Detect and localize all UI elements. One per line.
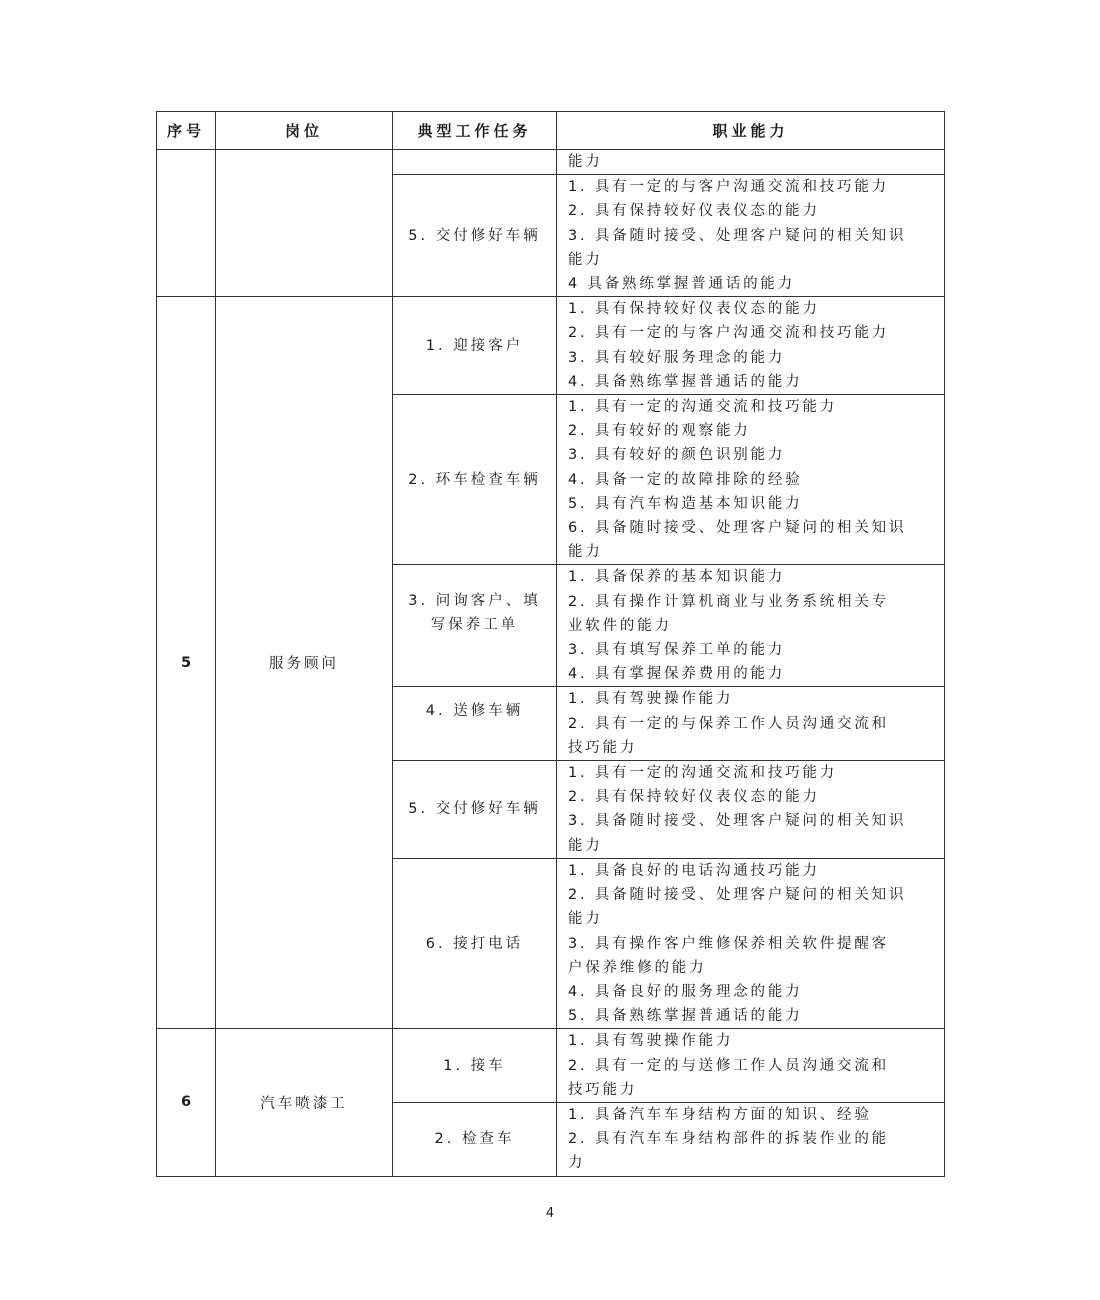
ability-line: 2. 具有保持较好仪表仪态的能力 — [568, 203, 820, 220]
ability-line: 能力 — [568, 544, 603, 561]
task-cell: 2. 检查车 — [393, 1102, 557, 1176]
ability-line: 2. 具有一定的与保养工作人员沟通交流和 — [568, 715, 889, 732]
ability-line: 3. 具有操作客户维修保养相关软件提醒客 — [568, 935, 889, 952]
ability-cell — [557, 297, 945, 395]
page-number: 4 — [545, 1206, 555, 1221]
task-cell: 4. 送修车辆 — [393, 687, 557, 761]
seq-cell — [157, 150, 216, 297]
ability-line: 1. 具有驾驶操作能力 — [568, 1033, 734, 1050]
post-cell — [216, 150, 393, 297]
task-cell — [393, 150, 557, 175]
post-cell: 服务顾问 — [216, 297, 393, 1029]
ability-line: 2. 具有一定的与送修工作人员沟通交流和 — [568, 1057, 889, 1074]
ability-line: 能力 — [568, 837, 603, 854]
ability-cell — [557, 150, 945, 175]
ability-line: 2. 具有较好的观察能力 — [568, 423, 751, 440]
table-row — [157, 1029, 945, 1103]
header-post: 岗位 — [216, 112, 393, 150]
ability-cell — [557, 175, 945, 297]
task-cell: 5. 交付修好车辆 — [393, 175, 557, 297]
table-row — [157, 297, 945, 395]
task-cell: 3. 问询客户、填写保养工单 — [393, 565, 557, 687]
header-ability: 职业能力 — [557, 112, 945, 150]
ability-line: 2. 具备随时接受、处理客户疑问的相关知识 — [568, 887, 907, 904]
ability-cell — [557, 1029, 945, 1103]
ability-line: 1. 具有一定的与客户沟通交流和技巧能力 — [568, 179, 889, 196]
header-task: 典型工作任务 — [393, 112, 557, 150]
ability-line: 4. 具备良好的服务理念的能力 — [568, 983, 803, 1000]
job-ability-table — [156, 111, 945, 1177]
seq-cell: 6 — [157, 1029, 216, 1176]
ability-line: 3. 具有较好的颜色识别能力 — [568, 447, 786, 464]
ability-line: 1. 具有一定的沟通交流和技巧能力 — [568, 399, 838, 416]
ability-line: 2. 具有操作计算机商业与业务系统相关专 — [568, 593, 889, 610]
ability-line: 能力 — [568, 154, 603, 170]
ability-line: 5. 具备熟练掌握普通话的能力 — [568, 1008, 803, 1025]
ability-line: 4. 具备熟练掌握普通话的能力 — [568, 373, 803, 390]
ability-line: 6. 具备随时接受、处理客户疑问的相关知识 — [568, 520, 907, 537]
ability-line: 3. 具有填写保养工单的能力 — [568, 642, 786, 659]
ability-line: 1. 具有一定的沟通交流和技巧能力 — [568, 765, 838, 782]
ability-line: 1. 具备保养的基本知识能力 — [568, 569, 786, 586]
ability-line: 5. 具有汽车构造基本知识能力 — [568, 495, 803, 512]
ability-line: 1. 具备良好的电话沟通技巧能力 — [568, 862, 820, 879]
ability-line: 2. 具有保持较好仪表仪态的能力 — [568, 789, 820, 806]
task-cell: 2. 环车检查车辆 — [393, 395, 557, 565]
task-cell: 5. 交付修好车辆 — [393, 761, 557, 859]
ability-line: 能力 — [568, 251, 603, 268]
task-cell: 6. 接打电话 — [393, 858, 557, 1028]
ability-line: 2. 具有一定的与客户沟通交流和技巧能力 — [568, 325, 889, 342]
post-cell: 汽车喷漆工 — [216, 1029, 393, 1176]
ability-line: 1. 具备汽车车身结构方面的知识、经验 — [568, 1106, 872, 1123]
ability-line: 1. 具有保持较好仪表仪态的能力 — [568, 301, 820, 318]
ability-cell — [557, 687, 945, 761]
ability-line: 2. 具有汽车车身结构部件的拆装作业的能 — [568, 1131, 889, 1148]
ability-cell — [557, 858, 945, 1028]
ability-line: 技巧能力 — [568, 739, 638, 756]
ability-line: 4. 具备一定的故障排除的经验 — [568, 471, 803, 488]
ability-line: 4. 具有掌握保养费用的能力 — [568, 666, 786, 683]
ability-line: 3. 具备随时接受、处理客户疑问的相关知识 — [568, 227, 907, 244]
ability-cell — [557, 565, 945, 687]
table-row — [157, 150, 945, 175]
ability-line: 业软件的能力 — [568, 617, 672, 634]
ability-line: 3. 具有较好服务理念的能力 — [568, 349, 786, 366]
ability-cell — [557, 395, 945, 565]
header-seq: 序号 — [157, 112, 216, 150]
ability-line: 能力 — [568, 911, 603, 928]
task-cell: 1. 迎接客户 — [393, 297, 557, 395]
seq-cell: 5 — [157, 297, 216, 1029]
ability-line: 1. 具有驾驶操作能力 — [568, 691, 734, 708]
ability-line: 户保养维修的能力 — [568, 959, 707, 976]
ability-cell — [557, 1102, 945, 1176]
task-cell: 1. 接车 — [393, 1029, 557, 1103]
ability-line: 技巧能力 — [568, 1081, 638, 1098]
table-header-row — [157, 112, 945, 150]
ability-line: 3. 具备随时接受、处理客户疑问的相关知识 — [568, 813, 907, 830]
ability-line: 力 — [568, 1155, 586, 1172]
ability-cell — [557, 761, 945, 859]
ability-line: 4 具备熟练掌握普通话的能力 — [568, 276, 796, 293]
